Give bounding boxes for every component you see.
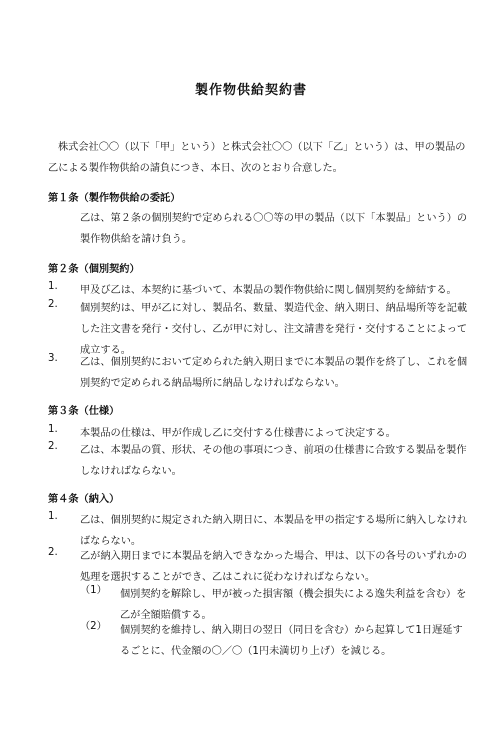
item-number: 1. (48, 511, 58, 522)
article-2-heading: 第２条（個別契約） (48, 264, 140, 275)
item-text: 個別契約は、甲が乙に対し、製品名、数量、製造代金、納入期日、納品場所等を記載した注文書を発行・交付し、乙が甲に対し、注文請書を発行・交付することによって成立する。 (80, 303, 468, 356)
article-4-heading: 第４条（納入） (48, 494, 120, 505)
article-1-body: 乙は、第２条の個別契約で定められる〇〇等の甲の製品（以下「本製品」という）の製作物供給を請け負う。 (80, 213, 468, 245)
item-number: 2. (48, 547, 58, 558)
item-number: 3. (48, 353, 58, 364)
item-text: 乙は、個別契約に規定された納入期日に、本製品を甲の指定する場所に納入しなければならない。 (80, 515, 468, 547)
item-text: 甲及び乙は、本契約に基づいて、本製品の製作物供給に関し個別契約を締結する。 (80, 285, 457, 296)
intro-paragraph: 株式会社〇〇（以下「甲」という）と株式会社〇〇（以下「乙」という）は、甲の製品の乙による製作物供給の請負につき、本日、次のとおり合意した。 (48, 142, 466, 174)
item-number: 1. (48, 281, 58, 292)
item-text: 本製品の仕様は、甲が作成し乙に交付する仕様書によって決定する。 (80, 428, 396, 439)
item-number: 2. (48, 441, 58, 452)
item-text: 乙は、個別契約において定められた納入期日までに本製品の製作を終了し、これを個別契約で定められる納品場所に納品しなければならない。 (80, 357, 468, 389)
item-number: 1. (48, 424, 58, 435)
document-title: 製作物供給契約書 (194, 83, 307, 98)
article-1-heading: 第１条（製作物供給の委託） (48, 193, 181, 204)
subitem-number: （1） (80, 585, 107, 596)
item-text: 乙は、本製品の質、形状、その他の事項につき、前項の仕様書に合致する製品を製作しなければならない。 (80, 445, 467, 477)
subitem-text: 個別契約を維持し、納入期日の翌日（同日を含む）から起算して1日遅延するごとに、代金額の〇／〇（1円未満切り上げ）を減じる。 (120, 625, 463, 657)
item-text: 乙が納入期日までに本製品を納入できなかった場合、甲は、以下の各号のいずれかの処理を選択することができ、乙はこれに従わなければならない。 (80, 551, 468, 583)
subitem-number: （2） (80, 621, 107, 632)
article-3-heading: 第３条（仕様） (48, 406, 120, 417)
subitem-text: 個別契約を解除し、甲が被った損害額（機会損失による逸失利益を含む）を乙が全額賠償する。 (120, 589, 467, 621)
item-number: 2. (48, 299, 58, 310)
